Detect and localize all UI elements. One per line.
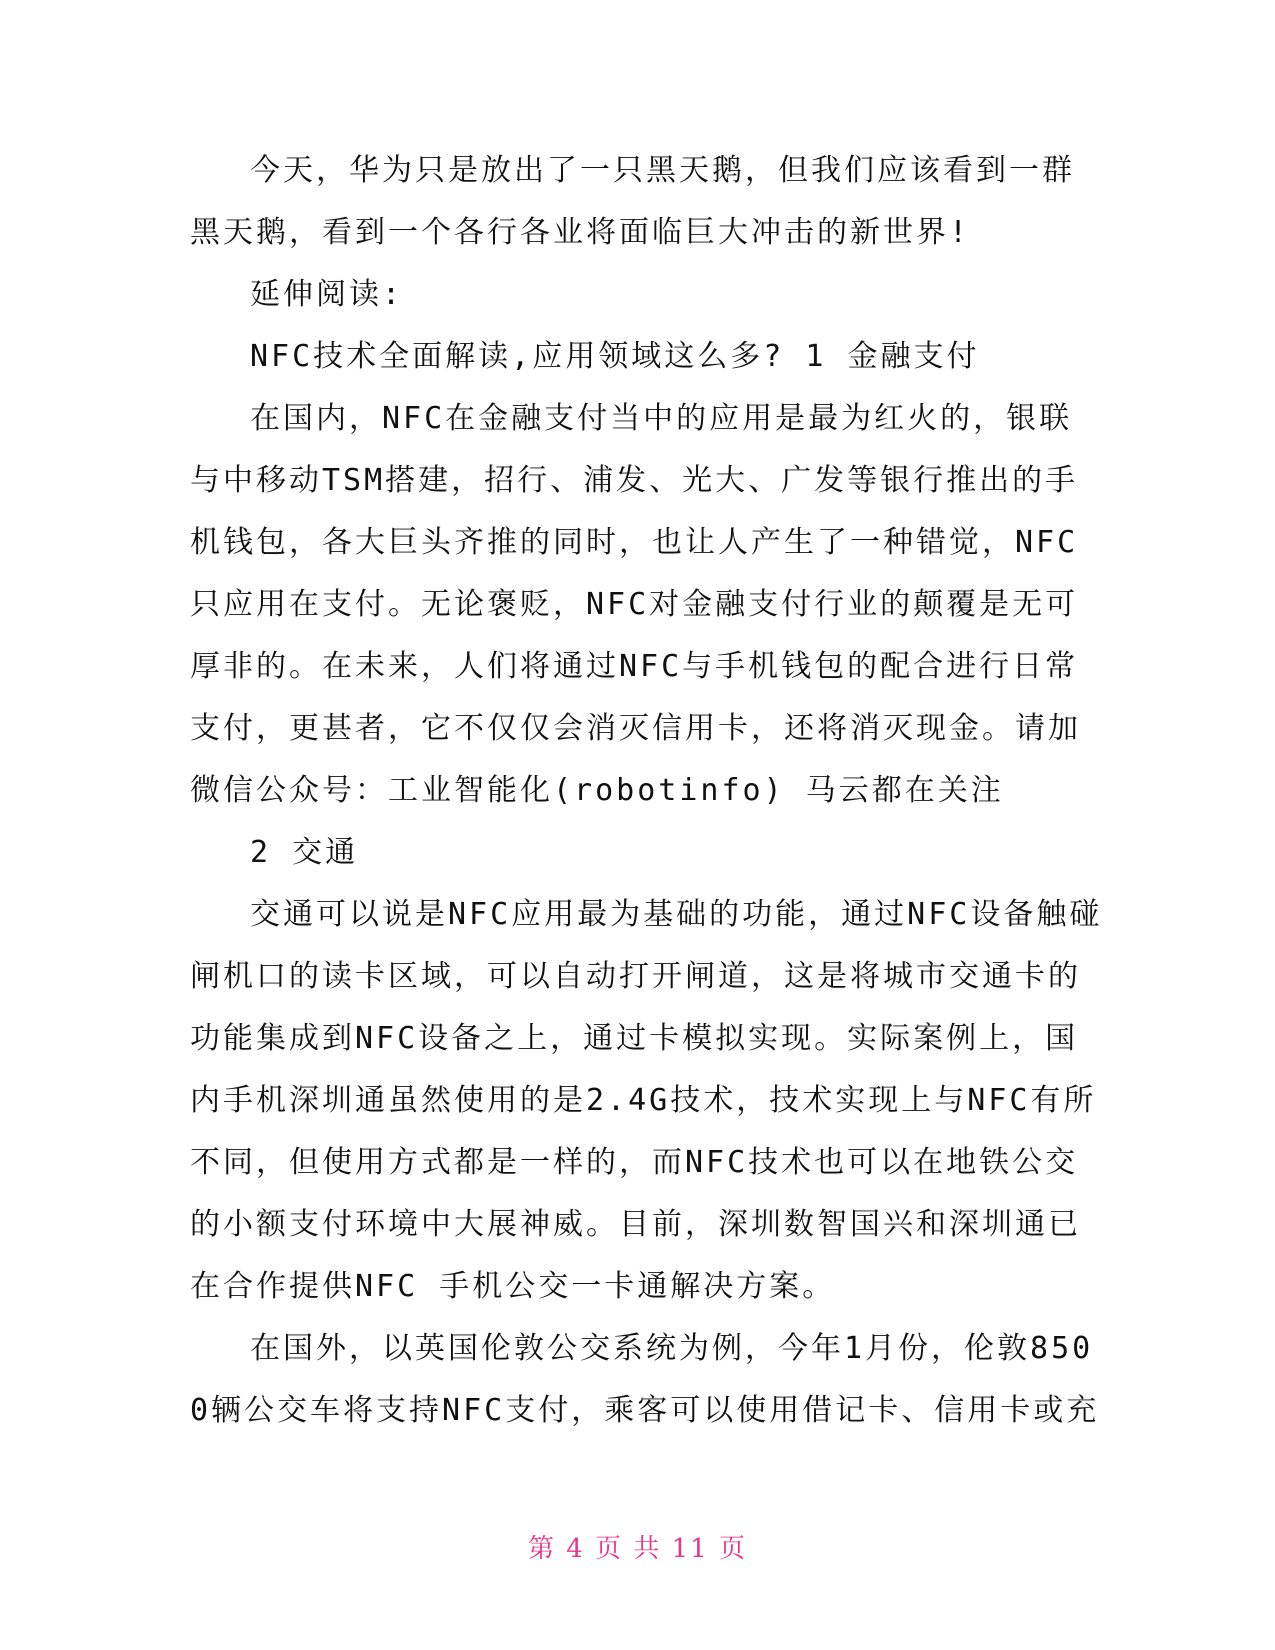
paragraph-line: 在国内，NFC在金融支付当中的应用是最为红火的，银联 xyxy=(250,401,1073,436)
paragraph-line: 与中移动TSM搭建，招行、浦发、光大、广发等银行推出的手 xyxy=(190,463,1079,498)
page-number-footer: 第 4 页 共 11 页 xyxy=(528,1534,747,1564)
section-heading: 2 交通 xyxy=(250,835,359,870)
paragraph-line: 黑天鹅，看到一个各行各业将面临巨大冲击的新世界! xyxy=(190,215,971,250)
section-heading: 延伸阅读: xyxy=(250,277,404,312)
paragraph-line: 0辆公交车将支持NFC支付，乘客可以使用借记卡、信用卡或充 xyxy=(190,1393,1100,1428)
paragraph-line: 今天，华为只是放出了一只黑天鹅，但我们应该看到一群 xyxy=(250,153,1075,188)
paragraph-line: 在合作提供NFC 手机公交一卡通解决方案。 xyxy=(190,1269,836,1304)
paragraph-line: 支付，更甚者，它不仅仅会消灭信用卡，还将消灭现金。请加 xyxy=(190,711,1081,746)
paragraph-line: 功能集成到NFC设备之上，通过卡模拟实现。实际案例上，国 xyxy=(190,1021,1079,1056)
paragraph-line: 在国外，以英国伦敦公交系统为例，今年1月份，伦敦850 xyxy=(250,1331,1094,1366)
paragraph-line: 不同，但使用方式都是一样的，而NFC技术也可以在地铁公交 xyxy=(190,1145,1079,1180)
paragraph-line: 的小额支付环境中大展神威。目前，深圳数智国兴和深圳通已 xyxy=(190,1207,1081,1242)
paragraph-line: 闸机口的读卡区域，可以自动打开闸道，这是将城市交通卡的 xyxy=(190,959,1081,994)
paragraph-line: 只应用在支付。无论褒贬，NFC对金融支付行业的颠覆是无可 xyxy=(190,587,1079,622)
paragraph-line: 交通可以说是NFC应用最为基础的功能，通过NFC设备触碰 xyxy=(250,897,1103,932)
section-heading: NFC技术全面解读,应用领域这么多? 1 金融支付 xyxy=(250,339,980,374)
paragraph-line: 机钱包，各大巨头齐推的同时，也让人产生了一种错觉，NFC xyxy=(190,525,1079,560)
document-body xyxy=(190,140,1103,1442)
paragraph-line: 厚非的。在未来，人们将通过NFC与手机钱包的配合进行日常 xyxy=(190,649,1079,684)
paragraph-line: 微信公众号：工业智能化(robotinfo) 马云都在关注 xyxy=(190,773,1004,808)
paragraph-line: 内手机深圳通虽然使用的是2.4G技术，技术实现上与NFC有所 xyxy=(190,1083,1097,1118)
